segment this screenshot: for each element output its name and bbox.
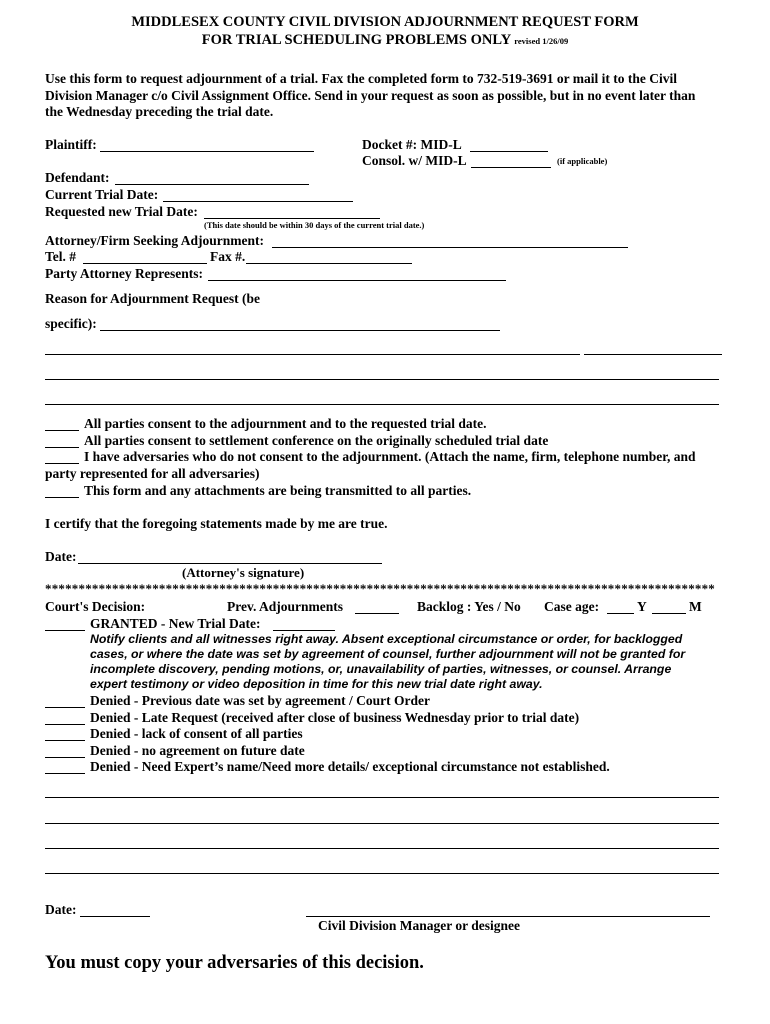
checkbox-blank-3[interactable] <box>45 463 79 464</box>
denied-checkbox-blank-4[interactable] <box>45 757 85 758</box>
checkbox-blank-1[interactable] <box>45 430 79 431</box>
checkbox-blank-4[interactable] <box>45 497 79 498</box>
form-subtitle <box>0 32 770 49</box>
reason-field-line-3[interactable] <box>45 379 719 380</box>
denied-late-request: Denied - Late Request (received after close of business Wednesday prior to trial date) <box>90 710 580 725</box>
case-age-label: Case age: <box>544 599 600 614</box>
check-item-settlement-conference: All parties consent to settlement conference on the originally scheduled trial date <box>84 433 549 448</box>
reason-field-line-2b[interactable] <box>584 354 722 355</box>
decision-date-label: Date: <box>45 902 77 917</box>
form-title: MIDDLESEX COUNTY CIVIL DIVISION ADJOURNMENT REQUEST FORM <box>131 14 639 30</box>
checkbox-blank-2[interactable] <box>45 447 79 448</box>
reason-field-line-4[interactable] <box>45 404 719 405</box>
reason-field-line-2a[interactable] <box>45 354 580 355</box>
consol-field[interactable] <box>471 167 551 168</box>
certification-statement: I certify that the foregoing statements made by me are true. <box>45 516 388 531</box>
defendant-field[interactable] <box>115 184 309 185</box>
granted-notice-line-4: expert testimony or video deposition in time for this new trial date right away. <box>90 677 543 691</box>
defendant-label: Defendant: <box>45 170 110 185</box>
prev-adjournments-label: Prev. Adjournments <box>227 599 344 614</box>
check-item-adversaries-line-1: I have adversaries who do not consent to the adjournment. (Attach the name, firm, telephone number, and <box>84 449 696 464</box>
plaintiff-field[interactable] <box>100 151 314 152</box>
reason-label-line-2: specific): <box>45 316 97 331</box>
fax-field[interactable] <box>246 263 412 264</box>
courts-decision-label: Court's Decision: <box>45 599 146 614</box>
denied-checkbox-blank-1[interactable] <box>45 707 85 708</box>
party-represents-field[interactable] <box>208 280 506 281</box>
decision-comment-line-2[interactable] <box>45 823 719 824</box>
docket-label: Docket #: MID-L <box>362 137 462 152</box>
revision-date: revised 1/26/09 <box>514 36 569 46</box>
case-age-years-field[interactable] <box>607 613 634 614</box>
granted-checkbox-blank[interactable] <box>45 630 85 631</box>
copy-adversaries-notice: You must copy your adversaries of this decision. <box>45 953 424 973</box>
certification-date-label: Date: <box>45 549 77 564</box>
attorney-signature-label: (Attorney's signature) <box>182 565 305 580</box>
attorney-signature-field[interactable] <box>78 563 382 564</box>
date-range-note: (This date should be within 30 days of the current trial date.) <box>204 220 425 230</box>
denied-need-details: Denied - Need Expert’s name/Need more details/ exceptional circumstance not established. <box>90 759 610 774</box>
decision-date-field[interactable] <box>80 916 150 917</box>
requested-trial-date-field[interactable] <box>204 218 380 219</box>
decision-comment-line-4[interactable] <box>45 873 719 874</box>
granted-label: GRANTED - New Trial Date: <box>90 616 261 631</box>
instructions-line-2: Division Manager c/o Civil Assignment Office. Send in your request as soon as possible, but in no event later than <box>45 88 696 103</box>
current-trial-date-field[interactable] <box>163 201 353 202</box>
denied-checkbox-blank-5[interactable] <box>45 773 85 774</box>
granted-notice-line-3: incomplete discovery, pending motions, or, unavailability of parties, witnesses, or counsel. Arrange <box>90 662 672 676</box>
instructions-line-3: the Wednesday preceding the trial date. <box>45 104 274 119</box>
decision-comment-line-1[interactable] <box>45 797 719 798</box>
current-trial-date-label: Current Trial Date: <box>45 187 159 202</box>
party-represents-label: Party Attorney Represents: <box>45 266 203 281</box>
instructions-line-1: Use this form to request adjournment of a trial. Fax the completed form to 732-519-3691 or mail it to the Civil <box>45 71 678 86</box>
requested-trial-date-label: Requested new Trial Date: <box>45 204 198 219</box>
asterisk-divider: **************************************************************************************************** <box>45 582 715 596</box>
docket-field[interactable] <box>470 151 548 152</box>
reason-field-line-1[interactable] <box>100 330 500 331</box>
reason-label-line-1: Reason for Adjournment Request (be <box>45 291 260 306</box>
case-age-m-label: M <box>689 599 702 614</box>
form-subtitle-text: FOR TRIAL SCHEDULING PROBLEMS ONLY <box>201 32 511 48</box>
prev-adjournments-field[interactable] <box>355 613 399 614</box>
check-item-adversaries-line-2: party represented for all adversaries) <box>45 466 260 481</box>
case-age-y-label: Y <box>637 599 647 614</box>
denied-checkbox-blank-3[interactable] <box>45 740 85 741</box>
granted-notice-line-1: Notify clients and all witnesses right away. Absent exceptional circumstance or order, for backlogged <box>90 632 683 646</box>
fax-label: Fax #. <box>210 249 246 264</box>
backlog-label: Backlog : Yes / No <box>417 599 521 614</box>
tel-field[interactable] <box>83 263 207 264</box>
denied-no-agreement: Denied - no agreement on future date <box>90 743 305 758</box>
attorney-firm-field[interactable] <box>272 247 628 248</box>
denied-previous-date: Denied - Previous date was set by agreement / Court Order <box>90 693 430 708</box>
new-trial-date-field[interactable] <box>273 630 335 631</box>
check-item-all-consent: All parties consent to the adjournment and to the requested trial date. <box>84 416 487 431</box>
plaintiff-label: Plaintiff: <box>45 137 97 152</box>
consol-label: Consol. w/ MID-L <box>362 153 467 168</box>
decision-comment-line-3[interactable] <box>45 848 719 849</box>
case-age-months-field[interactable] <box>652 613 686 614</box>
manager-signature-label: Civil Division Manager or designee <box>318 918 520 933</box>
check-item-transmitted: This form and any attachments are being transmitted to all parties. <box>84 483 472 498</box>
if-applicable-note: (if applicable) <box>557 156 608 166</box>
denied-checkbox-blank-2[interactable] <box>45 724 85 725</box>
denied-lack-of-consent: Denied - lack of consent of all parties <box>90 726 303 741</box>
attorney-firm-label: Attorney/Firm Seeking Adjournment: <box>45 233 264 248</box>
granted-notice-line-2: cases, or where the date was set by agreement of counsel, further adjournment will not be granted for <box>90 647 686 661</box>
manager-signature-field[interactable] <box>306 916 710 917</box>
tel-label: Tel. # <box>45 249 77 264</box>
